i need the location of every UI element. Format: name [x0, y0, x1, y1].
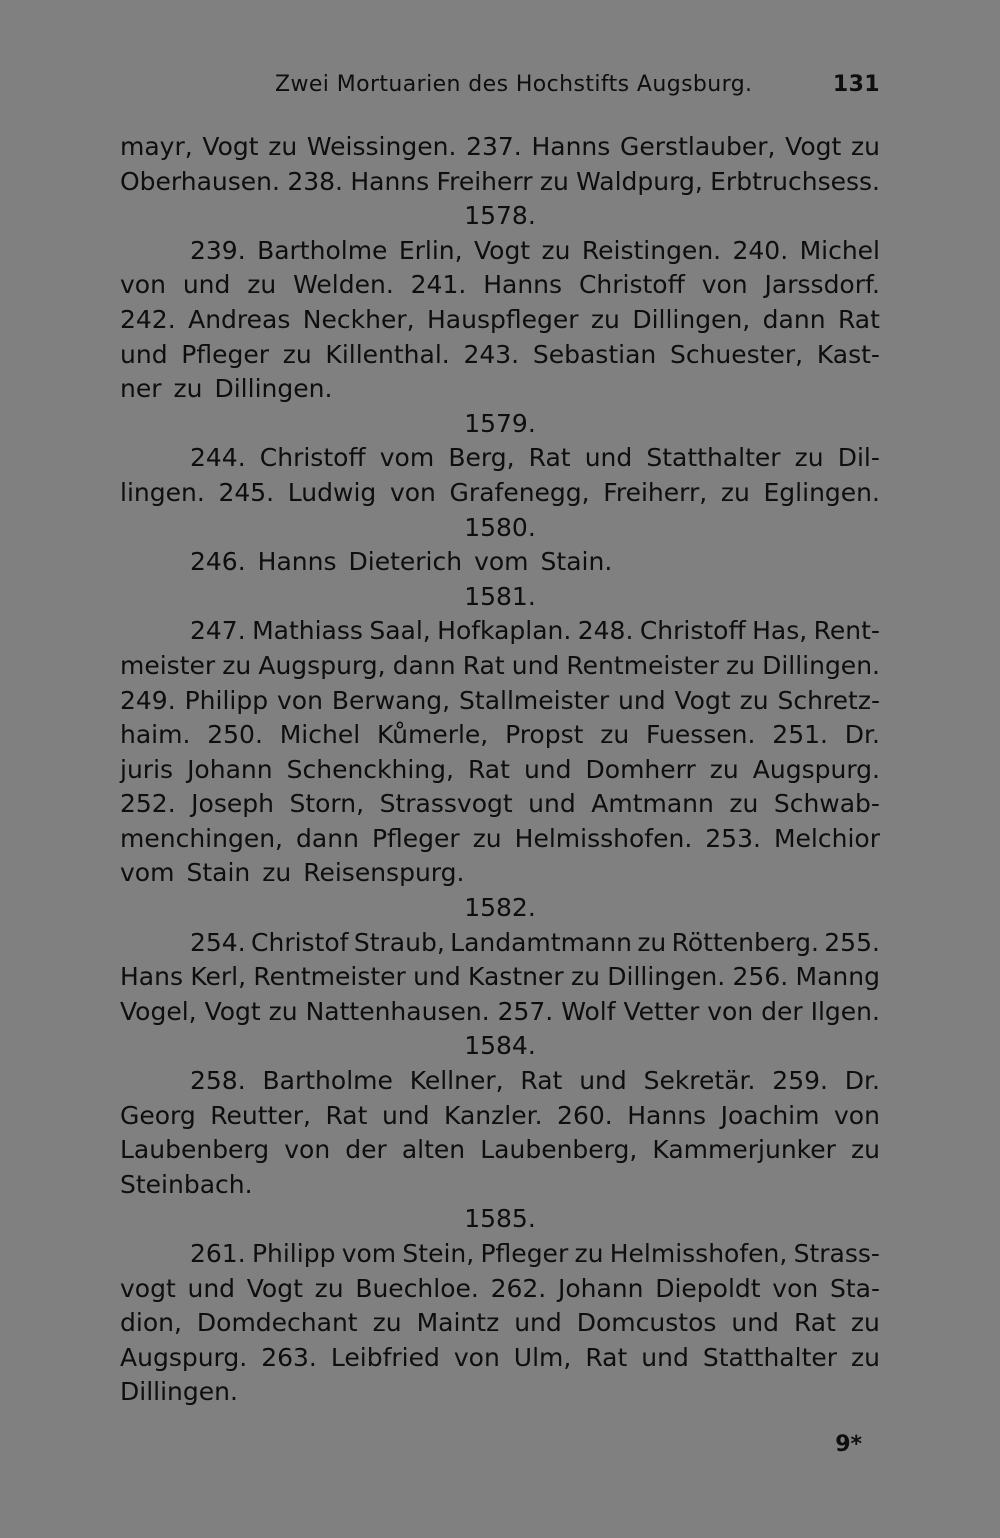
text-line — [120, 303, 880, 338]
word: Ulm, — [513, 1342, 572, 1372]
word: Michel — [799, 235, 880, 265]
word: dann — [762, 304, 826, 334]
word: Johann — [187, 754, 273, 784]
word: und — [618, 685, 666, 715]
word: von — [772, 1273, 819, 1303]
word: vogt — [120, 1273, 176, 1303]
word: Waldpurg, — [576, 166, 703, 196]
word: Buechloe. — [355, 1273, 479, 1303]
word: 259. — [772, 1066, 828, 1096]
word: Domcustos — [576, 1308, 717, 1338]
word: zu — [851, 1135, 880, 1165]
word: zu — [247, 270, 277, 300]
word: Eglingen. — [763, 477, 880, 507]
text-line — [120, 995, 880, 1030]
word: Hanns — [531, 132, 611, 161]
word: Laubenberg — [120, 1135, 270, 1165]
word: Neckher, — [302, 304, 415, 334]
word: Dillingen. — [607, 962, 726, 992]
text-line — [120, 1202, 880, 1237]
word: dion, — [120, 1308, 182, 1338]
text-line — [120, 856, 880, 891]
text-line — [120, 130, 880, 165]
word: von — [277, 685, 323, 715]
word: Nattenhausen. — [305, 996, 490, 1026]
word: Rat — [462, 650, 505, 680]
word: Kammerjunker — [652, 1135, 836, 1165]
word: 248. — [577, 616, 634, 646]
word: Stallmeister — [459, 685, 610, 715]
word: und — [528, 789, 576, 819]
word: 239. — [190, 235, 246, 265]
word: und — [187, 1273, 236, 1303]
word: Fuessen. — [646, 720, 756, 750]
word: und — [511, 650, 560, 680]
word: Statthalter — [646, 443, 781, 473]
text-line — [120, 753, 880, 788]
text-line — [120, 1029, 880, 1064]
word: und — [120, 339, 168, 369]
word: Dillingen. — [214, 374, 333, 404]
word: Rent- — [813, 616, 880, 646]
word: Dillingen. — [120, 1377, 238, 1407]
text-line — [120, 1168, 880, 1203]
word: Gerstlauber, — [620, 132, 776, 161]
word: Röttenberg. — [671, 927, 819, 957]
word: Joseph — [191, 789, 274, 819]
word: Rat — [520, 1066, 563, 1096]
word: Rentmeister — [566, 650, 719, 680]
word: 247. — [190, 616, 246, 646]
text-line — [120, 649, 880, 684]
word: Reisenspurg. — [303, 858, 465, 888]
word: Christoff — [578, 270, 685, 300]
word: Philipp — [251, 1239, 336, 1268]
word: vom — [341, 1239, 397, 1268]
word: 1580. — [464, 512, 536, 542]
word: Vogt — [473, 235, 531, 265]
text-line — [120, 165, 880, 200]
word: Hofkaplan. — [437, 616, 572, 646]
text-line — [120, 545, 880, 580]
word: 263. — [261, 1342, 317, 1372]
word: zu — [590, 304, 620, 334]
word: Dillingen, — [632, 304, 751, 334]
text-line — [120, 1272, 880, 1307]
word: Michel — [279, 720, 361, 750]
printer-signature-mark: 9* — [835, 1432, 862, 1457]
word: zu — [268, 132, 298, 161]
text-line — [120, 268, 880, 303]
word: mayr, — [120, 132, 193, 161]
word: 261. — [190, 1239, 246, 1268]
word: 238. — [287, 166, 343, 196]
word: 246. — [190, 547, 246, 577]
word: 1578. — [464, 201, 536, 231]
word: von — [701, 270, 748, 300]
word: zu — [794, 443, 824, 473]
text-line — [120, 199, 880, 234]
word: Hanns — [350, 166, 430, 196]
word: Ludwig — [287, 477, 377, 507]
word: 244. — [190, 443, 246, 473]
word: Strassvogt — [379, 789, 513, 819]
word: 250. — [207, 720, 263, 750]
word: Hauspfleger — [426, 304, 579, 334]
word: Pfleger — [181, 339, 270, 369]
word: zu — [539, 166, 569, 196]
word: Domherr — [585, 754, 696, 784]
word: Rat — [528, 443, 571, 473]
word: Joachim — [720, 1100, 820, 1130]
text-line — [120, 1341, 880, 1376]
word: zu — [372, 1308, 402, 1338]
word: Kůmerle, — [376, 720, 489, 750]
word: Statthalter — [702, 1342, 838, 1372]
running-title: Zwei Mortuarien des Hochstifts Augsburg. — [275, 72, 753, 97]
word: und — [523, 754, 572, 784]
word: zu — [472, 823, 502, 853]
word: Rat — [325, 1100, 368, 1130]
word: Stain — [186, 858, 251, 888]
word: und — [584, 443, 633, 473]
word: Bartholme — [257, 235, 388, 265]
word: Schwab- — [773, 789, 880, 819]
text-line — [120, 441, 880, 476]
word: Has, — [752, 616, 808, 646]
word: Kast- — [816, 339, 880, 369]
text-line — [120, 926, 880, 961]
word: Diepoldt — [655, 1273, 761, 1303]
word: Vetter — [623, 996, 700, 1026]
word: Helmisshofen, — [609, 1239, 788, 1268]
word: und — [579, 1066, 627, 1096]
word: zu — [570, 962, 600, 992]
word: vom — [120, 858, 175, 888]
text-line — [120, 822, 880, 857]
word: Freiherr, — [603, 477, 708, 507]
word: 258. — [190, 1066, 246, 1096]
word: Kerl, — [190, 962, 247, 992]
word: lingen. — [120, 477, 205, 507]
word: Augspurg, — [258, 650, 386, 680]
word: zu — [720, 477, 750, 507]
word: Berwang, — [331, 685, 451, 715]
word: Ilgen. — [810, 996, 880, 1026]
word: und — [731, 1308, 779, 1338]
text-line — [120, 580, 880, 615]
text-line — [120, 1099, 880, 1134]
word: und — [182, 270, 231, 300]
page-body-text — [120, 130, 880, 1410]
word: Schretz- — [777, 685, 880, 715]
page-header — [120, 72, 880, 108]
word: Augspurg. — [752, 754, 880, 784]
word: von — [389, 477, 436, 507]
word: 262. — [490, 1273, 547, 1303]
word: Vogt — [674, 685, 731, 715]
word: Landamtmann — [450, 927, 632, 957]
word: Wolf — [561, 996, 616, 1026]
word: 241. — [410, 270, 467, 300]
word: und — [381, 1100, 430, 1130]
word: und — [514, 1308, 562, 1338]
word: Saal, — [369, 616, 431, 646]
word: Kellner, — [409, 1066, 504, 1096]
word: Oberhausen. — [120, 166, 280, 196]
word: zu — [637, 927, 667, 957]
word: Hans — [120, 962, 183, 992]
word: 255. — [824, 927, 880, 957]
text-line — [120, 718, 880, 753]
word: Pfleger — [480, 1239, 569, 1268]
word: Sta- — [829, 1273, 880, 1303]
text-line — [120, 1237, 880, 1272]
word: Killenthal. — [325, 339, 450, 369]
word: 256. — [732, 962, 789, 992]
word: Vogt — [785, 132, 842, 161]
word: Johann — [557, 1273, 644, 1303]
word: von — [120, 270, 166, 300]
text-line — [120, 787, 880, 822]
word: 1584. — [464, 1031, 536, 1061]
text-line — [120, 1133, 880, 1168]
word: Dr. — [844, 1066, 880, 1096]
word: Christoff — [259, 443, 366, 473]
word: 252. — [120, 789, 176, 819]
word: zu — [262, 858, 292, 888]
word: Steinbach. — [120, 1169, 253, 1199]
word: Schuester, — [669, 339, 804, 369]
word: Reutter, — [210, 1100, 311, 1130]
word: zu — [709, 754, 739, 784]
word: zu — [600, 720, 630, 750]
word: 249. — [120, 685, 176, 715]
word: Freiherr — [436, 166, 533, 196]
word: zu — [173, 374, 203, 404]
text-line — [120, 234, 880, 269]
text-line — [120, 960, 880, 995]
word: Jarssdorf. — [764, 270, 880, 300]
word: zu — [282, 339, 312, 369]
word: Hanns — [483, 270, 563, 300]
word: Vogt — [204, 996, 261, 1026]
text-line — [120, 338, 880, 373]
word: Berg, — [448, 443, 515, 473]
word: von — [284, 1135, 331, 1165]
word: Stain. — [540, 547, 613, 577]
word: zu — [851, 132, 880, 161]
word: der — [345, 1135, 387, 1165]
word: Pfleger — [371, 823, 460, 853]
word: juris — [120, 754, 174, 784]
word: Schenckhing, — [286, 754, 454, 784]
word: 237. — [466, 132, 522, 161]
word: 1585. — [464, 1204, 536, 1234]
word: haim. — [120, 720, 191, 750]
text-line — [120, 684, 880, 719]
word: Grafenegg, — [449, 477, 590, 507]
word: Reistingen. — [581, 235, 722, 265]
word: Kanzler. — [444, 1100, 543, 1130]
word: Welden. — [293, 270, 394, 300]
text-line — [120, 1306, 880, 1341]
word: Vogel, — [120, 996, 197, 1026]
text-line — [120, 614, 880, 649]
word: vom — [379, 443, 435, 473]
text-line — [120, 476, 880, 511]
word: 251. — [772, 720, 828, 750]
text-line — [120, 407, 880, 442]
word: Leibfried — [330, 1342, 440, 1372]
word: Maintz — [416, 1308, 500, 1338]
text-line — [120, 891, 880, 926]
page-number: 131 — [832, 72, 880, 97]
word: zu — [851, 1342, 880, 1372]
word: Laubenberg, — [480, 1135, 638, 1165]
word: von — [707, 996, 754, 1026]
word: zu — [725, 650, 755, 680]
word: Manng — [795, 962, 880, 992]
word: Helmisshofen. — [514, 823, 693, 853]
word: von — [834, 1100, 880, 1130]
word: Rat — [467, 754, 510, 784]
word: Vogt — [246, 1273, 303, 1303]
word: 260. — [557, 1100, 613, 1130]
word: zu — [739, 685, 769, 715]
word: zu — [541, 235, 571, 265]
word: Strass- — [793, 1239, 880, 1268]
word: dann — [296, 823, 359, 853]
word: Christof — [251, 927, 349, 957]
word: Hanns — [627, 1100, 707, 1130]
word: Augspurg. — [120, 1342, 248, 1372]
word: zu — [268, 996, 298, 1026]
word: Dillingen. — [762, 650, 880, 680]
word: Dieterich — [348, 547, 463, 577]
word: Weissingen. — [306, 132, 457, 161]
word: Mathiass — [252, 616, 363, 646]
text-line — [120, 511, 880, 546]
word: zu — [314, 1273, 344, 1303]
word: Rat — [793, 1308, 836, 1338]
word: und — [413, 962, 461, 992]
word: zu — [729, 789, 759, 819]
text-line — [120, 1375, 880, 1410]
word: der — [761, 996, 803, 1026]
word: Rat — [585, 1342, 628, 1372]
word: alten — [401, 1135, 466, 1165]
word: zu — [222, 650, 252, 680]
text-line — [120, 372, 880, 407]
word: Sebastian — [532, 339, 657, 369]
word: 245. — [218, 477, 275, 507]
text-line — [120, 1064, 880, 1099]
word: Dr. — [844, 720, 880, 750]
word: 243. — [463, 339, 520, 369]
word: 1579. — [464, 408, 536, 438]
word: Rentmeister — [253, 962, 406, 992]
word: Amtmann — [591, 789, 714, 819]
word: Melchior — [773, 823, 880, 853]
word: 253. — [705, 823, 761, 853]
word: 242. — [120, 304, 176, 334]
word: vom — [474, 547, 529, 577]
word: Domdechant — [196, 1308, 358, 1338]
word: 1581. — [464, 581, 536, 611]
word: Philipp — [184, 685, 269, 715]
word: Straub, — [353, 927, 445, 957]
word: dann — [392, 650, 456, 680]
word: Vogt — [202, 132, 259, 161]
word: zu — [574, 1239, 604, 1268]
word: Erbtruchsess. — [710, 166, 880, 196]
word: menchingen, — [120, 823, 284, 853]
word: 240. — [732, 235, 789, 265]
word: und — [641, 1342, 689, 1372]
word: zu — [850, 1308, 880, 1338]
word: Stein, — [402, 1239, 475, 1268]
word: von — [453, 1342, 500, 1372]
word: Kastner — [468, 962, 564, 992]
word: Erlin, — [398, 235, 463, 265]
word: Christoff — [639, 616, 746, 646]
word: 254. — [190, 927, 246, 957]
word: Propst — [505, 720, 584, 750]
word: Andreas — [188, 304, 291, 334]
word: Georg — [120, 1100, 196, 1130]
word: Rat — [837, 304, 880, 334]
word: Hanns — [257, 547, 337, 577]
word: Bartholme — [262, 1066, 393, 1096]
word: Dil- — [837, 443, 880, 473]
word: Storn, — [289, 789, 365, 819]
word: 1582. — [464, 893, 536, 923]
word: meister — [120, 650, 216, 680]
word: ner — [120, 374, 162, 404]
word: Sekretär. — [643, 1066, 756, 1096]
word: 257. — [497, 996, 554, 1026]
